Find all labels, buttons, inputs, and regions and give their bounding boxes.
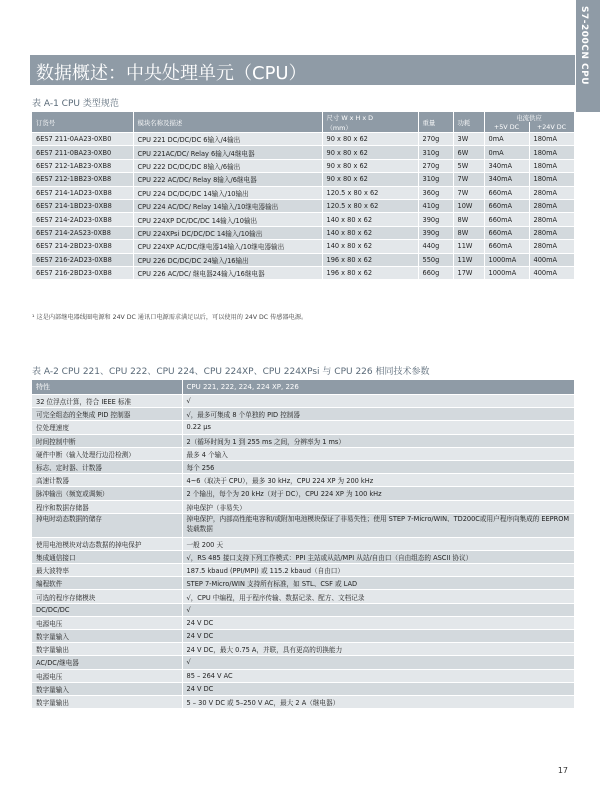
value: 24 V DC — [182, 616, 574, 629]
table-row — [32, 550, 574, 563]
feature: 硬件中断（输入处理行边沿检测） — [32, 447, 182, 460]
col-power: 功耗 — [453, 112, 484, 133]
page-title-bar — [30, 55, 575, 85]
weight: 390g — [418, 226, 453, 239]
col-feature: 特性 — [32, 380, 182, 395]
value: 24 V DC，最大 0.75 A，并联，具有更高的切换能力 — [182, 643, 574, 656]
value: √，CPU 中编程，用于程序传输、数据记录、配方、文档记录 — [182, 590, 574, 603]
current-24v: 180mA — [529, 159, 574, 172]
size: 196 x 80 x 62 — [322, 253, 418, 266]
table-row — [32, 616, 574, 629]
order-no: 6ES7 216-2BD23-0XB8 — [32, 266, 133, 279]
feature: 可完全组态的全集成 PID 控制器 — [32, 408, 182, 421]
table-row — [32, 643, 574, 656]
value: 85 – 264 V AC — [182, 669, 574, 682]
feature: 数字量输入 — [32, 682, 182, 695]
order-no: 6ES7 214-2AD23-0XB8 — [32, 213, 133, 226]
feature: 时间控制中断 — [32, 434, 182, 447]
size: 90 x 80 x 62 — [322, 173, 418, 186]
description: CPU 224 DC/DC/DC 14输入/10输出 — [133, 186, 322, 199]
table-row — [32, 434, 574, 447]
value: 24 V DC — [182, 682, 574, 695]
value: 2（循环时间为 1 到 255 ms 之间，分辨率为 1 ms） — [182, 434, 574, 447]
table-row — [32, 669, 574, 682]
order-no: 6ES7 214-2AS23-0XB8 — [32, 226, 133, 239]
feature: 高速计数器 — [32, 474, 182, 487]
description: CPU 224XP AC/DC/继电器14输入/10继电器输出 — [133, 240, 322, 253]
table-row — [32, 447, 574, 460]
weight: 270g — [418, 133, 453, 146]
col-order-no: 订货号 — [32, 112, 133, 133]
value: 掉电保护，内部高性能电容和/或附加电池模块保证了非易失性；使用 STEP 7-Micro/WIN、TD200C或用户程序向集成的 EEPROM 装载数据 — [182, 513, 574, 537]
description: CPU 221AC/DC/ Relay 6输入/4继电器 — [133, 146, 322, 159]
table-row — [32, 564, 574, 577]
weight: 440g — [418, 240, 453, 253]
table-row — [32, 146, 574, 159]
value: 4~6（取决于 CPU），最多 30 kHz，CPU 224 XP 为 200 kHz — [182, 474, 574, 487]
size: 90 x 80 x 62 — [322, 159, 418, 172]
value: √ — [182, 656, 574, 669]
size: 90 x 80 x 62 — [322, 133, 418, 146]
value: 最多 4 个输入 — [182, 447, 574, 460]
side-tab-label: S7-200CN CPU — [579, 6, 589, 86]
table-row — [32, 133, 574, 146]
current-5v: 1000mA — [484, 266, 529, 279]
value: 187.5 kbaud (PPI/MPI) 或 115.2 kbaud（自由口） — [182, 564, 574, 577]
value: 2 个输出，每个为 20 kHz（对于 DC），CPU 224 XP 为 100 kHz — [182, 487, 574, 500]
value: √ — [182, 603, 574, 616]
table-row — [32, 487, 574, 500]
col-5v: +5V DC — [484, 122, 529, 133]
current-5v: 340mA — [484, 173, 529, 186]
table-row — [32, 500, 574, 513]
size: 140 x 80 x 62 — [322, 240, 418, 253]
table-row — [32, 240, 574, 253]
current-5v: 660mA — [484, 240, 529, 253]
common-spec-table — [32, 380, 574, 708]
size: 120.5 x 80 x 62 — [322, 199, 418, 212]
power: 11W — [453, 240, 484, 253]
feature: DC/DC/DC — [32, 603, 182, 616]
weight: 660g — [418, 266, 453, 279]
weight: 360g — [418, 186, 453, 199]
col-current: 电流供应 — [484, 112, 574, 122]
current-5v: 0mA — [484, 133, 529, 146]
cpu-spec-table — [32, 112, 575, 279]
feature: 最大波特率 — [32, 564, 182, 577]
current-24v: 180mA — [529, 173, 574, 186]
page-number: 17 — [557, 766, 568, 775]
table-row — [32, 199, 574, 212]
table2-caption: 表 A-2 CPU 221、CPU 222、CPU 224、CPU 224XP、CPU 224XPsi 与 CPU 226 相同技术参数 — [32, 367, 430, 377]
table-row — [32, 630, 574, 643]
current-24v: 280mA — [529, 213, 574, 226]
weight: 390g — [418, 213, 453, 226]
current-5v: 660mA — [484, 226, 529, 239]
description: CPU 224 AC/DC/ Relay 14输入/10继电器输出 — [133, 199, 322, 212]
table-row — [32, 603, 574, 616]
table-row — [32, 474, 574, 487]
power: 3W — [453, 133, 484, 146]
table-row — [32, 266, 574, 279]
table-row — [32, 173, 574, 186]
size: 140 x 80 x 62 — [322, 226, 418, 239]
power: 17W — [453, 266, 484, 279]
table-row — [32, 656, 574, 669]
section-side-tab — [576, 0, 600, 112]
description: CPU 226 DC/DC/DC 24输入/16输出 — [133, 253, 322, 266]
size: 120.5 x 80 x 62 — [322, 186, 418, 199]
power: 7W — [453, 173, 484, 186]
value: STEP 7-Micro/WIN 支持所有标准，如 STL、CSF 或 LAD — [182, 577, 574, 590]
value: 每个 256 — [182, 460, 574, 473]
value: √，RS 485 接口支持下列工作模式：PPI 主站或从站/MPI 从站/自由口（自由组态的 ASCII 协议） — [182, 550, 574, 563]
current-5v: 0mA — [484, 146, 529, 159]
table-row — [32, 460, 574, 473]
current-24v: 180mA — [529, 133, 574, 146]
current-24v: 280mA — [529, 186, 574, 199]
current-24v: 280mA — [529, 226, 574, 239]
power: 5W — [453, 159, 484, 172]
power: 10W — [453, 199, 484, 212]
col-size: 尺寸 W x H x D — [322, 112, 418, 122]
table-row — [32, 226, 574, 239]
feature: 使用电池模块对动态数据的掉电保护 — [32, 537, 182, 550]
value: 掉电保护（非易失） — [182, 500, 574, 513]
col-size-unit: （mm） — [322, 122, 418, 133]
table-row — [32, 577, 574, 590]
feature: 电源电压 — [32, 669, 182, 682]
feature: 脉冲输出（频宽或调频） — [32, 487, 182, 500]
feature: 32 位浮点计算，符合 IEEE 标准 — [32, 395, 182, 408]
description: CPU 222 AC/DC/ Relay 8输入/6继电器 — [133, 173, 322, 186]
weight: 550g — [418, 253, 453, 266]
value: 5 – 30 V DC 或 5–250 V AC，最大 2 A（继电器） — [182, 695, 574, 708]
size: 90 x 80 x 62 — [322, 146, 418, 159]
current-24v: 280mA — [529, 199, 574, 212]
current-24v: 180mA — [529, 146, 574, 159]
current-24v: 280mA — [529, 240, 574, 253]
table-row — [32, 213, 574, 226]
feature: 编程软件 — [32, 577, 182, 590]
table-row — [32, 682, 574, 695]
size: 140 x 80 x 62 — [322, 213, 418, 226]
table-row — [32, 537, 574, 550]
power: 8W — [453, 213, 484, 226]
description: CPU 224XPsi DC/DC/DC 14输入/10输出 — [133, 226, 322, 239]
value: √ — [182, 395, 574, 408]
order-no: 6ES7 216-2AD23-0XB8 — [32, 253, 133, 266]
current-5v: 1000mA — [484, 253, 529, 266]
order-no: 6ES7 214-2BD23-0XB8 — [32, 240, 133, 253]
page-title: 数据概述：中央处理单元（CPU） — [36, 63, 307, 84]
description: CPU 224XP DC/DC/DC 14输入/10输出 — [133, 213, 322, 226]
col-24v: +24V DC — [529, 122, 574, 133]
current-5v: 660mA — [484, 186, 529, 199]
weight: 310g — [418, 146, 453, 159]
value: 0.22 μs — [182, 421, 574, 434]
table-row — [32, 695, 574, 708]
order-no: 6ES7 212-1BB23-0XB8 — [32, 173, 133, 186]
col-value: CPU 221, 222, 224, 224 XP, 226 — [182, 380, 574, 395]
feature: AC/DC/继电器 — [32, 656, 182, 669]
power: 8W — [453, 226, 484, 239]
size: 196 x 80 x 62 — [322, 266, 418, 279]
table-row — [32, 395, 574, 408]
current-5v: 660mA — [484, 199, 529, 212]
table-row — [32, 513, 574, 537]
order-no: 6ES7 211-0BA23-0XB0 — [32, 146, 133, 159]
weight: 410g — [418, 199, 453, 212]
current-5v: 340mA — [484, 159, 529, 172]
feature: 程序和数据存储器 — [32, 500, 182, 513]
table-row — [32, 590, 574, 603]
table-row — [32, 186, 574, 199]
table-row — [32, 421, 574, 434]
value: √，最多可集成 8 个单独的 PID 控制器 — [182, 408, 574, 421]
description: CPU 222 DC/DC/DC 8输入/6输出 — [133, 159, 322, 172]
value: 一般 200 天 — [182, 537, 574, 550]
order-no: 6ES7 214-1BD23-0XB8 — [32, 199, 133, 212]
current-24v: 400mA — [529, 266, 574, 279]
current-24v: 400mA — [529, 253, 574, 266]
description: CPU 221 DC/DC/DC 6输入/4输出 — [133, 133, 322, 146]
order-no: 6ES7 214-1AD23-0XB8 — [32, 186, 133, 199]
col-description: 模块名称及描述 — [133, 112, 322, 133]
power: 6W — [453, 146, 484, 159]
feature: 数字量输入 — [32, 630, 182, 643]
order-no: 6ES7 211-0AA23-0XB0 — [32, 133, 133, 146]
feature: 集成通信接口 — [32, 550, 182, 563]
description: CPU 226 AC/DC/ 继电器24输入/16继电器 — [133, 266, 322, 279]
feature: 位处理速度 — [32, 421, 182, 434]
value: 24 V DC — [182, 630, 574, 643]
weight: 310g — [418, 173, 453, 186]
feature: 掉电时动态数据的储存 — [32, 513, 182, 537]
feature: 电源电压 — [32, 616, 182, 629]
current-5v: 660mA — [484, 213, 529, 226]
feature: 标志、定时器、计数器 — [32, 460, 182, 473]
table-row — [32, 408, 574, 421]
table-row — [32, 159, 574, 172]
power: 7W — [453, 186, 484, 199]
weight: 270g — [418, 159, 453, 172]
order-no: 6ES7 212-1AB23-0XB8 — [32, 159, 133, 172]
table-row — [32, 253, 574, 266]
col-weight: 重量 — [418, 112, 453, 133]
feature: 数字量输出 — [32, 643, 182, 656]
table1-footnote: ¹ 这是内部继电器线圈电源和 24V DC 通讯口电源需求满足以后，可以使用的 24V DC 传感器电源。 — [32, 314, 308, 321]
table1-caption: 表 A-1 CPU 类型规范 — [32, 99, 119, 109]
power: 11W — [453, 253, 484, 266]
feature: 可选的程序存储模块 — [32, 590, 182, 603]
feature: 数字量输出 — [32, 695, 182, 708]
